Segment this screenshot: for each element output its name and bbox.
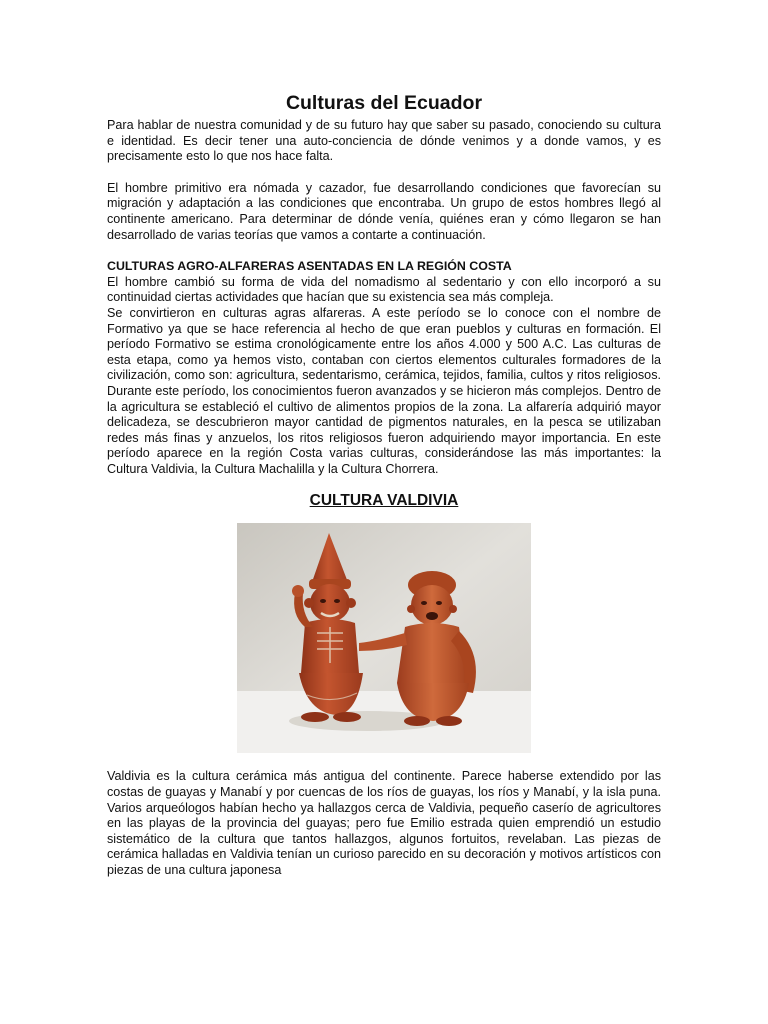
intro-paragraph-2: El hombre primitivo era nómada y cazador, fue desarrollando condiciones que favorecían su migración y adaptación a las condiciones que encontraba. Un grupo de estos hombres llegó al continente americano. Para determinar de dónde venía, quiénes eran y cómo llegaron se han desarrollado de varias teorías que vamos a contarte a continuación. bbox=[107, 180, 661, 242]
document-page bbox=[107, 90, 661, 879]
section-heading-costa: CULTURAS AGRO-ALFARERAS ASENTADAS EN LA REGIÓN COSTA bbox=[107, 259, 512, 274]
paragraph-spacer bbox=[107, 165, 661, 181]
section-paragraph-1: El hombre cambió su forma de vida del nomadismo al sedentario y con ello incorporó a su continuidad ciertas actividades que hacían que su existencia sea más compleja. bbox=[107, 274, 661, 305]
intro-paragraph-1: Para hablar de nuestra comunidad y de su futuro hay que saber su pasado, conociendo su cultura e identidad. Es decir tener una auto-conciencia de dónde venimos y a donde vamos, y es precisamente esto lo que nos hace falta. bbox=[107, 118, 661, 164]
figurines-illustration bbox=[237, 523, 531, 753]
valdivia-paragraph: Valdivia es la cultura cerámica más antigua del continente. Parece haberse extendido por las costas de guayas y Manabí y por cuencas de los ríos de guayas, los ríos y Manabí, y la isla puna. Varios arqueólogos habían hecho ya hallazgos cerca de Valdivia, pequeño caserío de agricultores en las playas de la provincia del guayas; pero fue Emilio estrada quien emprendió un estudio sistemático de la cultura que tantos hallazgos, algunos fortuitos, revelaban. Las piezas de cerámica halladas en Valdivia tenían un curioso parecido en su decoración y motivos artísticos con piezas de una cultura japonesa bbox=[107, 769, 661, 878]
valdivia-figurines-photo bbox=[237, 523, 531, 753]
paragraph-spacer bbox=[107, 243, 661, 259]
section-paragraph-2: Se convirtieron en culturas agras alfareras. A este período se lo conoce con el nombre de Formativo ya que se hace referencia al hecho de que eran pueblos y culturas en formación. El período Formativo se estima cronológicamente entre los años 4.000 y 500 A.C. Las culturas de esta etapa, como ya hemos visto, contaban con ciertos elementos culturales formadores de la civilización, como son: agricultura, sedentarismo, cerámica, tejidos, familia, cultos y ritos religiosos. Durante este período, los conocimientos fueron avanzados y se hicieron más complejos. Dentro de la agricultura se estableció el cultivo de alimentos propios de la zona. La alfarería adquirió mayor delicadeza, se descubrieron mayor cantidad de pigmentos naturales, en la pesca se utilizaban redes más finas y anzuelos, los ritos religiosos fueron adquiriendo mayor importancia. En este período aparece en la región Costa varias culturas, considerándose las más importantes: la Cultura Valdivia, la Cultura Machalilla y la Cultura Chorrera. bbox=[107, 305, 661, 476]
valdivia-subtitle: CULTURA VALDIVIA bbox=[309, 492, 459, 510]
page-title: Culturas del Ecuador bbox=[285, 92, 483, 114]
